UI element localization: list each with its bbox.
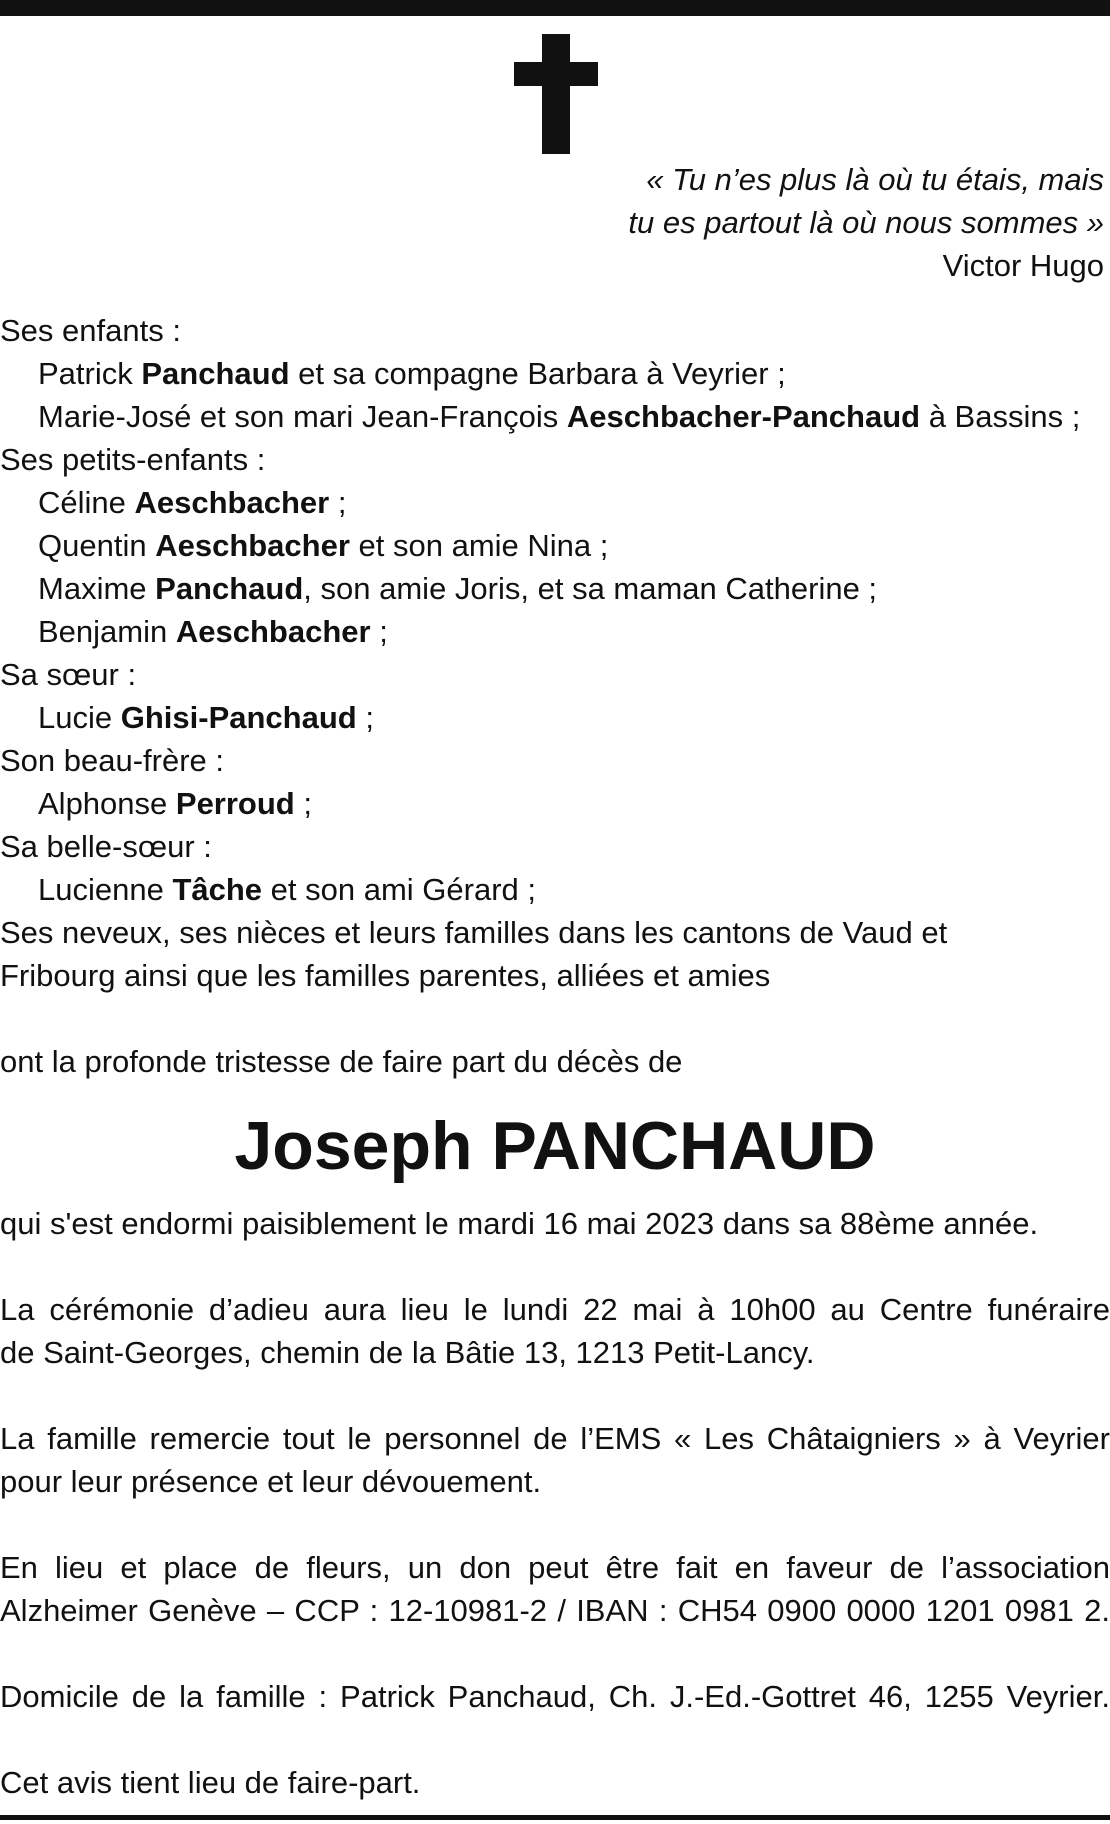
ceremony-line-2: de Saint-Georges, chemin de la Bâtie 13, 1213 Petit-Lancy. bbox=[0, 1335, 815, 1370]
ceremony-line-1: La cérémonie d’adieu aura lieu le lundi 22 mai à 10h00 au Centre funéraire bbox=[0, 1292, 1110, 1327]
quote-line-1: « Tu n’es plus là où tu étais, mais bbox=[646, 162, 1104, 197]
deceased-name: Joseph PANCHAUD bbox=[234, 1108, 876, 1184]
family-domicile: Domicile de la famille : Patrick Panchaud, Ch. J.-Ed.-Gottret 46, 1255 Veyrier. bbox=[0, 1679, 1110, 1714]
donation-line-1: En lieu et place de fleurs, un don peut être fait en faveur de l’association bbox=[0, 1550, 1110, 1585]
brother-in-law-heading: Son beau-frère : bbox=[0, 743, 225, 778]
quote-line-2: tu es partout là où nous sommes » bbox=[628, 205, 1104, 240]
cross-icon bbox=[514, 34, 598, 154]
child-line: Marie-José et son mari Jean-François Aeschbacher-Panchaud à Bassins ; bbox=[38, 399, 1081, 434]
bottom-border bbox=[0, 1815, 1110, 1820]
sister-in-law-line: Lucienne Tâche et son ami Gérard ; bbox=[38, 872, 537, 907]
extended-family-line-1: Ses neveux, ses nièces et leurs familles dans les cantons de Vaud et bbox=[0, 915, 948, 950]
extended-family-line-2: Fribourg ainsi que les familles parentes, alliées et amies bbox=[0, 958, 771, 993]
grandchildren-heading: Ses petits-enfants : bbox=[0, 442, 266, 477]
sister-line: Lucie Ghisi-Panchaud ; bbox=[38, 700, 374, 735]
sister-in-law-heading: Sa belle-sœur : bbox=[0, 829, 212, 864]
announcement: ont la profonde tristesse de faire part du décès de bbox=[0, 1044, 683, 1079]
thanks-line-1: La famille remercie tout le personnel de l’EMS « Les Châtaigniers » à Veyrier bbox=[0, 1421, 1110, 1456]
grandchild-line: Céline Aeschbacher ; bbox=[38, 485, 347, 520]
sister-heading: Sa sœur : bbox=[0, 657, 137, 692]
quote-author: Victor Hugo bbox=[942, 248, 1104, 283]
donation-line-2: Alzheimer Genève – CCP : 12-10981-2 / IBAN : CH54 0900 0000 1201 0981 2. bbox=[0, 1593, 1110, 1628]
thanks-line-2: pour leur présence et leur dévouement. bbox=[0, 1464, 542, 1499]
closing-note: Cet avis tient lieu de faire-part. bbox=[0, 1765, 421, 1800]
child-line: Patrick Panchaud et sa compagne Barbara à Veyrier ; bbox=[38, 356, 786, 391]
grandchild-line: Quentin Aeschbacher et son amie Nina ; bbox=[38, 528, 609, 563]
grandchild-line: Maxime Panchaud, son amie Joris, et sa maman Catherine ; bbox=[38, 571, 878, 606]
children-heading: Ses enfants : bbox=[0, 313, 181, 348]
grandchild-line: Benjamin Aeschbacher ; bbox=[38, 614, 388, 649]
top-border bbox=[0, 0, 1110, 16]
death-info: qui s'est endormi paisiblement le mardi 16 mai 2023 dans sa 88ème année. bbox=[0, 1206, 1039, 1241]
brother-in-law-line: Alphonse Perroud ; bbox=[38, 786, 312, 821]
epigraph bbox=[404, 158, 1104, 287]
